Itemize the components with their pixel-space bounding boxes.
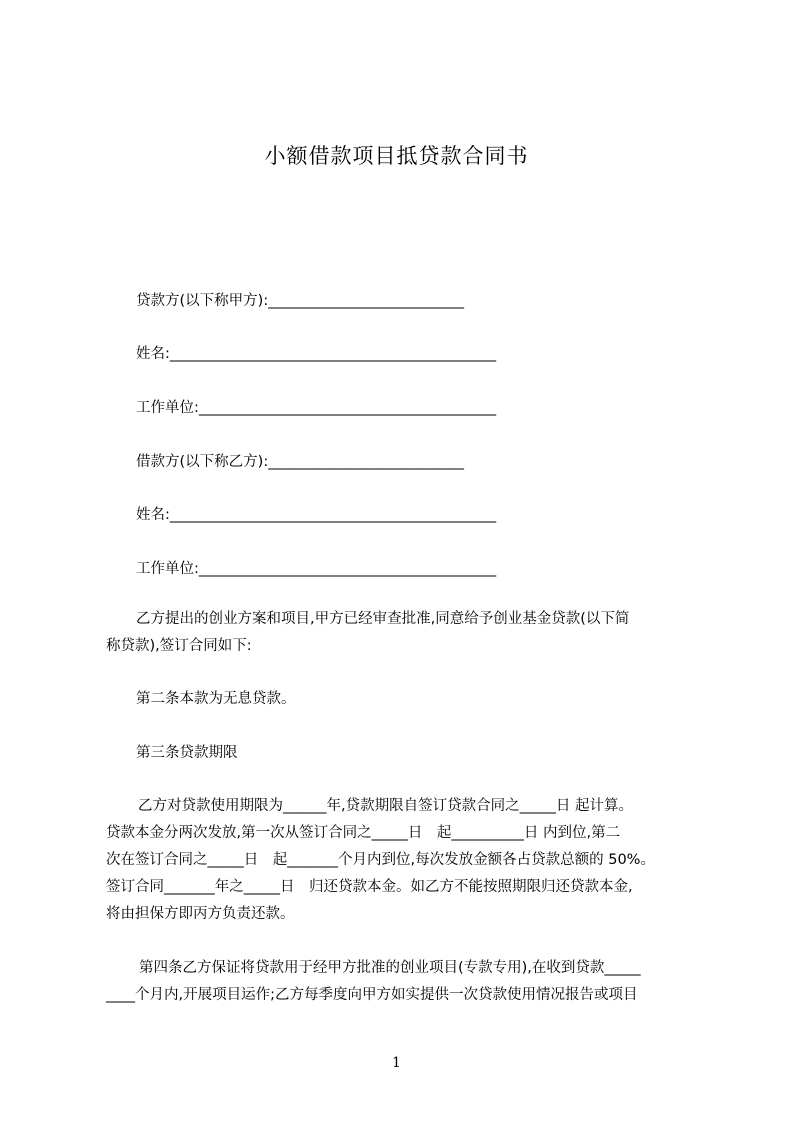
article-4-line: ____个月内,开展项目运作;乙方每季度向甲方如实提供一次贷款使用情况报告或项目 [106,987,638,1003]
intro-line: 称贷款),签订合同如下: [106,638,252,654]
lender-name-field: 姓名:_____________________________________________ [136,346,497,362]
document-title: 小额借款项目抵贷款合同书 [264,144,529,168]
article-4-line: 第四条乙方保证将贷款用于经甲方批准的创业项目(专款专用),在收到贷款_____ [139,960,641,976]
lender-field: 贷款方(以下称甲方):___________________________ [136,293,464,309]
article-2: 第二条本款为无息贷款。 [136,691,296,707]
article-3-line: 将由担保方即丙方负责还款。 [106,906,295,922]
page-number: 1 [392,1055,401,1071]
article-3-line: 签订合同_______年之_____日 归还贷款本金。如乙方不能按照期限归还贷款本金, [106,879,633,895]
article-3-line: 乙方对贷款使用期限为______年,贷款期限自签订贷款合同之_____日 起计算。 [138,798,633,814]
article-3-line: 次在签订合同之_____日 起_______个月内到位,每次发放金额各占贷款总额的 50%。 [106,852,655,868]
borrower-workplace-field: 工作单位:_________________________________________ [136,561,497,577]
borrower-name-field: 姓名:_____________________________________________ [136,507,497,523]
article-3-line: 贷款本金分两次发放,第一次从签订合同之_____日 起__________日 内到位,第二 [106,825,621,841]
borrower-field: 借款方(以下称乙方):___________________________ [136,454,464,470]
lender-workplace-field: 工作单位:_________________________________________ [136,400,497,416]
intro-line: 乙方提出的创业方案和项目,甲方已经审查批准,同意给予创业基金贷款(以下简 [136,611,630,627]
article-3-heading: 第三条贷款期限 [136,745,238,761]
